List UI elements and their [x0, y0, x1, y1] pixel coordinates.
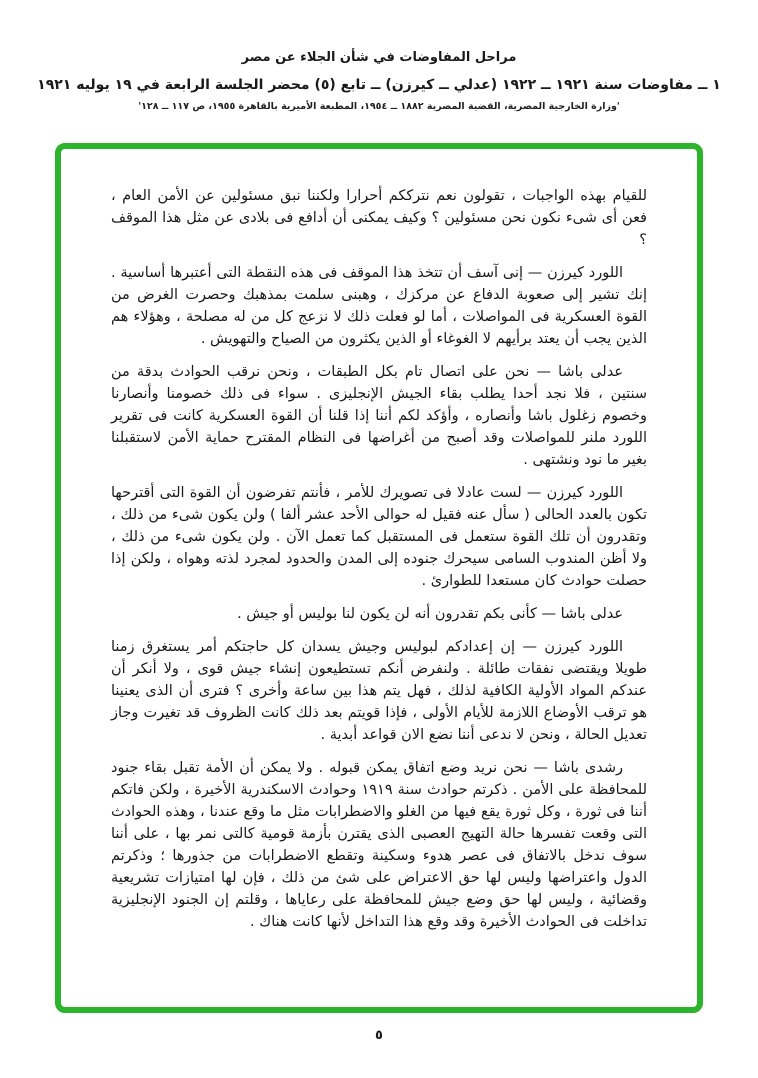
document-title: مراحل المفاوضات في شأن الجلاء عن مصر: [241, 50, 517, 65]
source-citation: 'وزارة الخارجية المصرية، القضية المصرية ١٨٨٢ ــ ١٩٥٤، المطبعة الأميرية بالقاهرة ١٩٥٥، ص ١١٧ ــ ١٢٨': [138, 101, 620, 112]
dialogue-paragraph: رشدى باشا — نحن نريد وضع اتفاق يمكن قبوله . ولا يمكن أن الأمة تقبل بقاء جنود للمحافظة على الأمن . ذكرتم حوادث سنة ١٩١٩ وحوادث الاسكندرية الأخيرة ، ولكن فاتكم أننا فى ثورة ، وكل ثورة يقع فيها من الغلو والاضطرابات مثل ما وقع عندنا ، وهذه الحوادث التى وقعت تفسرها حالة التهيج العصبى الذى يقترن بأزمة قومية كالتى نمر بها ، على أننا سوف ندخل بالاتفاق فى عصر هدوء وسكينة وتقطع الاضطرابات من جذورها ؛ وذكرتم الدول واعتراضها وليس لها حق الاعتراض على شئ من ذلك ، فإن لها امتيازات تشريعية وقضائية ، وليس لها حق وضع جيش للمحافظة على رعاياها ، وقلتم إن الجنود الإنجليزية تداخلت فى الحوادث الأخيرة وقد وقع هذا التداخل لأنها كانت هناك .: [111, 760, 647, 930]
document-header: [0, 50, 758, 112]
dialogue-paragraph: للقيام بهذه الواجبات ، تقولون نعم نترككم أحرارا ولكننا نبق مسئولين عن الأمن العام ، فعن أى شىء نكون نحن مسئولين ؟ وكيف يمكنى أن أدافع فى بلادى عن مثل هذا الموقف ؟: [111, 188, 647, 248]
dialogue-paragraph: اللورد كيرزن — لست عادلا فى تصويرك للأمر ، فأنتم تفرضون أن القوة التى أقترحها تكون بالعدد الحالى ( سأل عنه فقيل له حوالى الأحد عشر ألفا ) ولن يكون شىء من ذلك ، وتقدرون أن تلك القوة ستعمل فى المستقبل كما تعمل الآن . ولن يكون شىء من ذلك ، ولا أظن المندوب السامى سيحرك جنوده إلى المدن والحدود لمجرد لذته وهواه ، ولكن إذا حصلت حوادث كان مستعدا للطوارئ .: [111, 485, 647, 589]
page-number: ٥: [375, 1028, 383, 1043]
dialogue-paragraph: عدلى باشا — نحن على اتصال تام بكل الطبقات ، ونحن نرقب الحوادث بدقة من سنتين ، فلا نجد أحدا يطلب بقاء الجيش الإنجليزى . سواء فى ذلك خصومنا وأنصارنا وخصوم زغلول باشا وأنصاره ، وأؤكد لكم أننا إذا قلنا أن القوة العسكرية كانت فى تقرير اللورد ملنر للمواصلات وقد أصبح من أغراضها فى النظام المقترح حماية الأمن لاستقبلنا بغير ما نود ونشتهى .: [111, 364, 647, 468]
dialogue-paragraph: عدلى باشا — كأنى بكم تقدرون أنه لن يكون لنا بوليس أو جيش .: [237, 606, 623, 622]
highlight-frame: [55, 143, 703, 1013]
dialogue-paragraph: اللورد كيرزن — إن إعدادكم لبوليس وجيش يسدان كل حاجتكم أمر يستغرق زمنا طويلا ويقتضى نفقات طائلة . ولنفرض أنكم تستطيعون إنشاء جيش قوى ، ولا أنكر أن عندكم المواد الأولية الكافية لذلك ، فهل يتم هذا بين ساعة وأخرى ؟ فترى أن الذى يعنينا هو ترقب الأوضاع اللازمة للأيام الأولى ، فإذا قويتم بعد ذلك كانت الظروف قد تغيرت وجاز تعديل الحالة ، ونحن لا ندعى أننا نضع الان قواعد أبدية .: [111, 639, 647, 743]
dialogue-paragraph: اللورد كيرزن — إنى آسف أن تتخذ هذا الموقف فى هذه النقطة التى أعتبرها أساسية . إنك تشير إلى صعوبة الدفاع عن مركزك ، وهبنى سلمت بمذهبك وحصرت الغرض من القوة العسكرية فى المواصلات ، أما لو فعلت ذلك لا نزعج كل من له مصلحة ، وهؤلاء هم الذين يجب أن يعتد برأيهم لا الغوغاء أو الذين يكثرون من الصياح والتهويش .: [111, 265, 647, 347]
document-body: [111, 185, 647, 944]
document-subtitle: ١ ــ مفاوضات سنة ١٩٢١ ــ ١٩٢٢ (عدلي ــ كيرزن) ــ تابع (٥) محضر الجلسة الرابعة في ١٩ يوليه ١٩٢١: [37, 77, 721, 93]
